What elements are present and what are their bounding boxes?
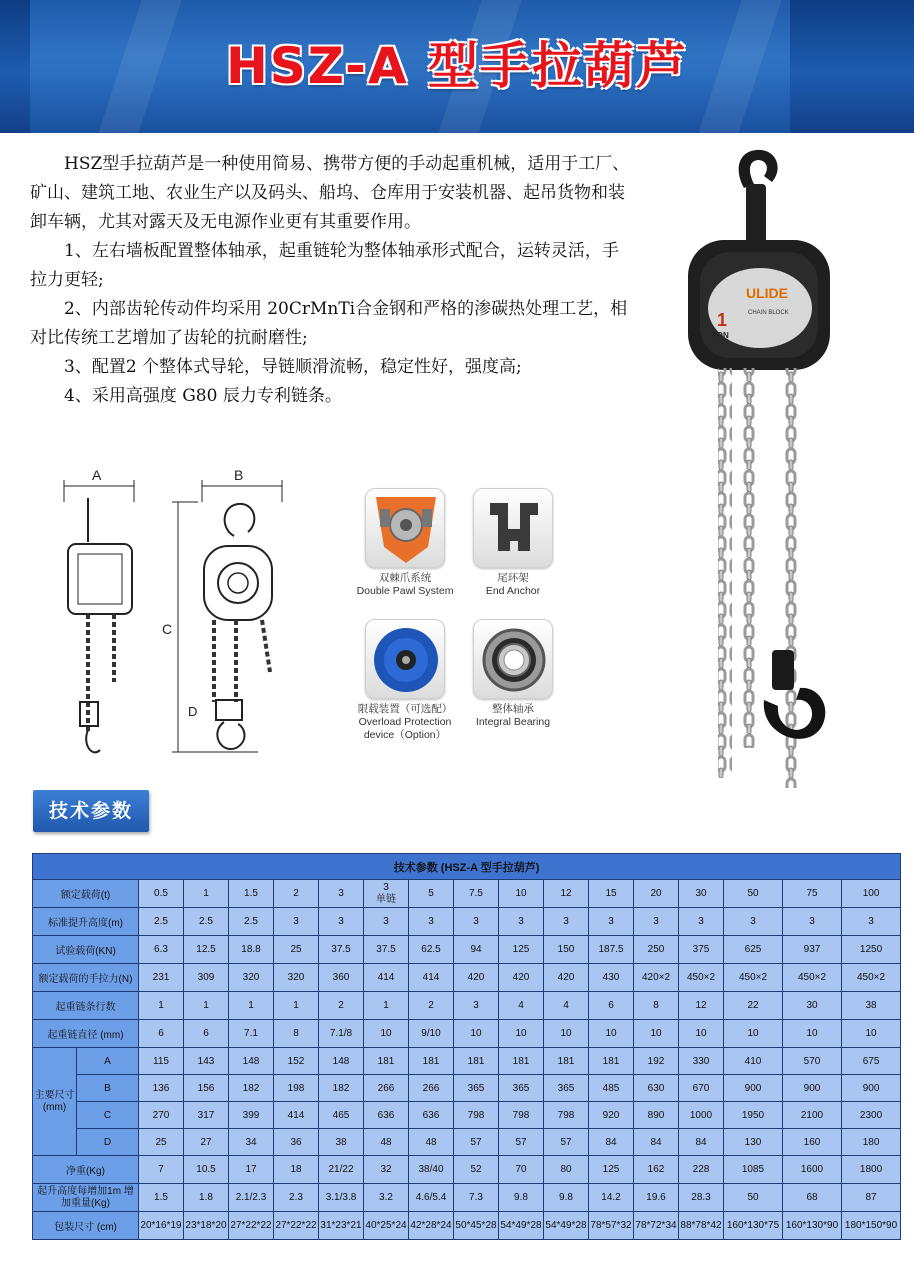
- table-cell: 48: [409, 1129, 454, 1156]
- part-label-cn: 尾环架: [497, 572, 529, 584]
- table-cell: 30: [783, 992, 842, 1020]
- row-label: A: [77, 1048, 139, 1075]
- table-cell: 7.5: [454, 880, 499, 908]
- table-cell: 798: [544, 1102, 589, 1129]
- hand-chain: [718, 368, 732, 778]
- table-cell: 12: [544, 880, 589, 908]
- table-cell: 94: [454, 936, 499, 964]
- table-cell: 84: [589, 1129, 634, 1156]
- table-cell: 54*49*28: [544, 1212, 589, 1240]
- dimension-d-label: D: [188, 704, 198, 719]
- model-label: CHAIN BLOCK: [748, 310, 789, 316]
- table-cell: 900: [724, 1075, 783, 1102]
- table-cell: 17: [229, 1156, 274, 1184]
- diagram-top-hook-icon: [225, 504, 255, 536]
- table-cell: 1: [229, 992, 274, 1020]
- table-cell: 8: [274, 1020, 319, 1048]
- dimension-diagram-front: [158, 462, 288, 772]
- table-cell: 485: [589, 1075, 634, 1102]
- table-cell: 3: [364, 908, 409, 936]
- table-cell: 2.1/2.3: [229, 1184, 274, 1212]
- load-chain: [784, 368, 798, 788]
- table-cell: 156: [184, 1075, 229, 1102]
- table-cell: 270: [139, 1102, 184, 1129]
- table-row: [33, 1184, 901, 1212]
- table-cell: 181: [544, 1048, 589, 1075]
- table-cell: 798: [454, 1102, 499, 1129]
- table-cell: 3: [409, 908, 454, 936]
- table-cell: 3: [499, 908, 544, 936]
- unit-label: TON: [712, 331, 729, 340]
- table-cell: 1: [184, 880, 229, 908]
- part-label-en: Overload Protection device（Option）: [358, 716, 452, 741]
- table-cell: 182: [319, 1075, 364, 1102]
- table-cell: 2.3: [274, 1184, 319, 1212]
- table-cell: 181: [364, 1048, 409, 1075]
- table-cell: 148: [229, 1048, 274, 1075]
- dimension-diagram-side: [52, 462, 152, 772]
- table-cell: 27: [184, 1129, 229, 1156]
- table-cell: 30: [679, 880, 724, 908]
- table-cell: 414: [274, 1102, 319, 1129]
- table-cell: 4: [544, 992, 589, 1020]
- feature-item: 4、采用高强度 G80 辰力专利链条。: [64, 386, 342, 406]
- table-cell: 7: [139, 1156, 184, 1184]
- table-cell: 450×2: [724, 964, 783, 992]
- table-cell: 1.5: [229, 880, 274, 908]
- table-row: [33, 964, 901, 992]
- table-row: [33, 1048, 901, 1075]
- table-cell: 34: [229, 1129, 274, 1156]
- dimension-group-label: 主要尺寸 (mm): [33, 1048, 77, 1156]
- row-label: 试验载荷(KN): [33, 936, 139, 964]
- table-cell: 130: [724, 1129, 783, 1156]
- table-cell: 2: [319, 992, 364, 1020]
- table-cell: 27*22*22: [229, 1212, 274, 1240]
- table-cell: 12.5: [184, 936, 229, 964]
- row-label: 标准提升高度(m): [33, 908, 139, 936]
- table-cell: 231: [139, 964, 184, 992]
- table-cell: 152: [274, 1048, 319, 1075]
- table-cell: 636: [409, 1102, 454, 1129]
- table-cell: 181: [409, 1048, 454, 1075]
- table-cell: 1: [139, 992, 184, 1020]
- table-cell: 31*23*21: [319, 1212, 364, 1240]
- table-cell: 37.5: [364, 936, 409, 964]
- table-cell: 10: [679, 1020, 724, 1048]
- brand-label: ULIDE: [746, 285, 788, 301]
- table-cell: 465: [319, 1102, 364, 1129]
- table-cell: 187.5: [589, 936, 634, 964]
- table-cell: 266: [409, 1075, 454, 1102]
- table-cell: 100: [842, 880, 901, 908]
- page-header: [0, 0, 914, 133]
- table-cell: 52: [454, 1156, 499, 1184]
- table-cell: 3: [544, 908, 589, 936]
- table-row: [33, 1075, 901, 1102]
- table-cell: 3: [842, 908, 901, 936]
- table-cell: 198: [274, 1075, 319, 1102]
- table-cell: 9.8: [499, 1184, 544, 1212]
- table-cell: 84: [679, 1129, 724, 1156]
- table-row: [33, 1156, 901, 1184]
- table-cell: 365: [544, 1075, 589, 1102]
- table-cell: 317: [184, 1102, 229, 1129]
- table-cell: 3: [454, 992, 499, 1020]
- table-cell: 1: [364, 992, 409, 1020]
- table-cell: 25: [274, 936, 319, 964]
- table-cell: 10: [589, 1020, 634, 1048]
- table-cell: 23*18*20: [184, 1212, 229, 1240]
- table-cell: 9/10: [409, 1020, 454, 1048]
- table-cell: 20*16*19: [139, 1212, 184, 1240]
- table-cell: 70: [499, 1156, 544, 1184]
- table-cell: 32: [364, 1156, 409, 1184]
- table-cell: 150: [544, 936, 589, 964]
- table-cell: 20: [634, 880, 679, 908]
- table-cell: 365: [499, 1075, 544, 1102]
- table-cell: 143: [184, 1048, 229, 1075]
- table-cell: 6: [589, 992, 634, 1020]
- table-row: [33, 880, 901, 908]
- table-cell: 136: [139, 1075, 184, 1102]
- table-cell: 54*49*28: [499, 1212, 544, 1240]
- table-cell: 78*72*34: [634, 1212, 679, 1240]
- row-label: 起重链直径 (mm): [33, 1020, 139, 1048]
- diagram-bottom-hook-icon: [217, 722, 244, 749]
- table-cell: 180*150*90: [842, 1212, 901, 1240]
- dimension-c-label: C: [162, 621, 173, 637]
- table-cell: 320: [274, 964, 319, 992]
- table-cell: 309: [184, 964, 229, 992]
- feature-item: 1、左右墙板配置整体轴承，起重链轮为整体轴承形式配合，运转灵活，手拉力更轻;: [30, 241, 619, 290]
- table-cell: 2: [409, 992, 454, 1020]
- table-cell: 365: [454, 1075, 499, 1102]
- table-cell: 2.5: [184, 908, 229, 936]
- table-cell: 21/22: [319, 1156, 364, 1184]
- table-cell: 125: [589, 1156, 634, 1184]
- table-cell: 10: [544, 1020, 589, 1048]
- integral-bearing-icon: [473, 619, 553, 699]
- table-cell: 18.8: [229, 936, 274, 964]
- double-pawl-icon: [365, 488, 445, 568]
- feature-item: 2、内部齿轮传动件均采用 20CrMnTi合金钢和严格的渗碳热处理工艺，相对比传统工艺增加了齿轮的抗耐磨性;: [30, 299, 628, 348]
- table-cell: 38/40: [409, 1156, 454, 1184]
- table-cell: 798: [499, 1102, 544, 1129]
- table-cell: 80: [544, 1156, 589, 1184]
- table-cell: 25: [139, 1129, 184, 1156]
- table-cell: 630: [634, 1075, 679, 1102]
- table-cell: 3.2: [364, 1184, 409, 1212]
- table-cell: 10: [783, 1020, 842, 1048]
- table-cell: 50*45*28: [454, 1212, 499, 1240]
- table-cell: 50: [724, 1184, 783, 1212]
- part-label-cn: 限载装置（可选配）: [357, 703, 453, 715]
- row-label: B: [77, 1075, 139, 1102]
- table-cell: 192: [634, 1048, 679, 1075]
- table-cell: 9.8: [544, 1184, 589, 1212]
- table-cell: 4: [499, 992, 544, 1020]
- table-cell: 28.3: [679, 1184, 724, 1212]
- row-label: 起升高度每增加1m 增加重量(Kg): [33, 1184, 139, 1212]
- table-cell: 3 单链: [364, 880, 409, 908]
- table-cell: 7.3: [454, 1184, 499, 1212]
- table-row: [33, 992, 901, 1020]
- table-cell: 450×2: [842, 964, 901, 992]
- table-cell: 7.1/8: [319, 1020, 364, 1048]
- dimension-b-label: B: [234, 467, 244, 483]
- table-cell: 636: [364, 1102, 409, 1129]
- table-cell: 266: [364, 1075, 409, 1102]
- table-cell: 10: [842, 1020, 901, 1048]
- table-cell: 2100: [783, 1102, 842, 1129]
- part-label-en: Double Pawl System: [356, 585, 454, 597]
- table-cell: 420: [499, 964, 544, 992]
- table-cell: 7.1: [229, 1020, 274, 1048]
- table-cell: 181: [454, 1048, 499, 1075]
- table-cell: 330: [679, 1048, 724, 1075]
- table-cell: 12: [679, 992, 724, 1020]
- table-cell: 420: [544, 964, 589, 992]
- table-cell: 675: [842, 1048, 901, 1075]
- part-double-pawl: [350, 488, 460, 598]
- table-cell: 15: [589, 880, 634, 908]
- table-cell: 1085: [724, 1156, 783, 1184]
- table-cell: 3: [679, 908, 724, 936]
- table-cell: 414: [409, 964, 454, 992]
- table-cell: 1000: [679, 1102, 724, 1129]
- table-cell: 450×2: [783, 964, 842, 992]
- table-cell: 115: [139, 1048, 184, 1075]
- part-integral-bearing: [462, 619, 564, 729]
- table-cell: 84: [634, 1129, 679, 1156]
- table-row: [33, 1102, 901, 1129]
- table-cell: 57: [499, 1129, 544, 1156]
- table-cell: 40*25*24: [364, 1212, 409, 1240]
- table-cell: 670: [679, 1075, 724, 1102]
- part-end-anchor: [462, 488, 564, 598]
- table-cell: 57: [544, 1129, 589, 1156]
- table-cell: 3: [783, 908, 842, 936]
- table-cell: 3: [274, 908, 319, 936]
- table-cell: 38: [842, 992, 901, 1020]
- table-cell: 181: [499, 1048, 544, 1075]
- table-cell: 2.5: [229, 908, 274, 936]
- page-title: HSZ-A 型手拉葫芦: [225, 37, 689, 95]
- table-cell: 228: [679, 1156, 724, 1184]
- table-cell: 450×2: [679, 964, 724, 992]
- table-cell: 4.6/5.4: [409, 1184, 454, 1212]
- row-label: D: [77, 1129, 139, 1156]
- table-row: [33, 936, 901, 964]
- feature-item: 3、配置2 个整体式导轮，导链顺滑流畅，稳定性好，强度高;: [64, 357, 522, 377]
- table-cell: 37.5: [319, 936, 364, 964]
- overload-protection-icon: [365, 619, 445, 699]
- table-caption: 技术参数 (HSZ-A 型手拉葫芦): [33, 854, 901, 880]
- table-cell: 10: [499, 880, 544, 908]
- table-cell: 3: [589, 908, 634, 936]
- table-cell: 38: [319, 1129, 364, 1156]
- table-cell: 22: [724, 992, 783, 1020]
- table-row: [33, 1212, 901, 1240]
- dimension-a-label: A: [92, 467, 102, 483]
- table-cell: 57: [454, 1129, 499, 1156]
- table-cell: 570: [783, 1048, 842, 1075]
- part-overload-protection: [350, 619, 460, 742]
- table-cell: 1.8: [184, 1184, 229, 1212]
- table-cell: 420×2: [634, 964, 679, 992]
- table-cell: 10.5: [184, 1156, 229, 1184]
- row-label: C: [77, 1102, 139, 1129]
- table-cell: 320: [229, 964, 274, 992]
- table-cell: 6: [139, 1020, 184, 1048]
- table-cell: 10: [634, 1020, 679, 1048]
- row-label: 额定载荷(t): [33, 880, 139, 908]
- table-cell: 430: [589, 964, 634, 992]
- table-cell: 68: [783, 1184, 842, 1212]
- table-cell: 1.5: [139, 1184, 184, 1212]
- table-cell: 1600: [783, 1156, 842, 1184]
- chain-hoist-photo: [672, 140, 852, 795]
- table-cell: 900: [783, 1075, 842, 1102]
- table-cell: 2.5: [139, 908, 184, 936]
- table-cell: 375: [679, 936, 724, 964]
- table-cell: 890: [634, 1102, 679, 1129]
- table-cell: 27*22*22: [274, 1212, 319, 1240]
- table-cell: 14.2: [589, 1184, 634, 1212]
- table-cell: 920: [589, 1102, 634, 1129]
- table-cell: 3: [724, 908, 783, 936]
- table-cell: 125: [499, 936, 544, 964]
- table-cell: 5: [409, 880, 454, 908]
- table-cell: 148: [319, 1048, 364, 1075]
- table-cell: 625: [724, 936, 783, 964]
- table-cell: 10: [724, 1020, 783, 1048]
- table-cell: 2: [274, 880, 319, 908]
- table-cell: 3: [319, 908, 364, 936]
- table-cell: 0.5: [139, 880, 184, 908]
- table-cell: 3: [319, 880, 364, 908]
- table-cell: 78*57*32: [589, 1212, 634, 1240]
- table-cell: 19.6: [634, 1184, 679, 1212]
- table-cell: 2300: [842, 1102, 901, 1129]
- table-cell: 160: [783, 1129, 842, 1156]
- table-row: [33, 908, 901, 936]
- product-description: [30, 150, 630, 411]
- table-cell: 88*78*42: [679, 1212, 724, 1240]
- table-cell: 10: [499, 1020, 544, 1048]
- row-label: 包装尺寸 (cm): [33, 1212, 139, 1240]
- table-cell: 1800: [842, 1156, 901, 1184]
- capacity-label: 1: [717, 310, 728, 330]
- table-row: [33, 1020, 901, 1048]
- table-cell: 3.1/3.8: [319, 1184, 364, 1212]
- table-cell: 1950: [724, 1102, 783, 1129]
- end-anchor-icon: [473, 488, 553, 568]
- section-label-specs: 技术参数: [33, 790, 149, 832]
- table-cell: 42*28*24: [409, 1212, 454, 1240]
- table-cell: 420: [454, 964, 499, 992]
- table-cell: 410: [724, 1048, 783, 1075]
- table-cell: 414: [364, 964, 409, 992]
- table-cell: 6: [184, 1020, 229, 1048]
- table-cell: 399: [229, 1102, 274, 1129]
- table-cell: 160*130*90: [783, 1212, 842, 1240]
- table-cell: 1250: [842, 936, 901, 964]
- row-label: 起重链条行数: [33, 992, 139, 1020]
- table-cell: 18: [274, 1156, 319, 1184]
- table-cell: 10: [454, 1020, 499, 1048]
- table-cell: 3: [634, 908, 679, 936]
- row-label: 额定载荷的手拉力(N): [33, 964, 139, 992]
- table-cell: 62.5: [409, 936, 454, 964]
- description-intro: HSZ型手拉葫芦是一种使用简易、携带方便的手动起重机械，适用于工厂、矿山、建筑工地、农业生产以及码头、船坞、仓库用于安装机器、起吊货物和装卸车辆，尤其对露天及无电源作业更有其重要作用。: [30, 154, 630, 232]
- table-cell: 1: [184, 992, 229, 1020]
- part-label-en: Integral Bearing: [475, 716, 551, 728]
- table-cell: 36: [274, 1129, 319, 1156]
- table-cell: 10: [364, 1020, 409, 1048]
- table-row: [33, 1129, 901, 1156]
- table-cell: 360: [319, 964, 364, 992]
- table-cell: 8: [634, 992, 679, 1020]
- table-cell: 6.3: [139, 936, 184, 964]
- table-cell: 180: [842, 1129, 901, 1156]
- table-cell: 182: [229, 1075, 274, 1102]
- top-hook-icon: [739, 150, 778, 188]
- row-label: 净重(Kg): [33, 1156, 139, 1184]
- spec-table: [32, 853, 901, 1240]
- table-cell: 181: [589, 1048, 634, 1075]
- table-cell: 75: [783, 880, 842, 908]
- table-cell: 900: [842, 1075, 901, 1102]
- part-label-en: End Anchor: [485, 585, 541, 597]
- table-cell: 162: [634, 1156, 679, 1184]
- table-cell: 3: [454, 908, 499, 936]
- part-label-cn: 双棘爪系统: [378, 572, 432, 584]
- part-label-cn: 整体轴承: [492, 703, 534, 715]
- table-cell: 937: [783, 936, 842, 964]
- table-cell: 48: [364, 1129, 409, 1156]
- table-cell: 50: [724, 880, 783, 908]
- table-cell: 87: [842, 1184, 901, 1212]
- hand-chain: [742, 368, 756, 748]
- table-cell: 250: [634, 936, 679, 964]
- table-cell: 1: [274, 992, 319, 1020]
- table-cell: 160*130*75: [724, 1212, 783, 1240]
